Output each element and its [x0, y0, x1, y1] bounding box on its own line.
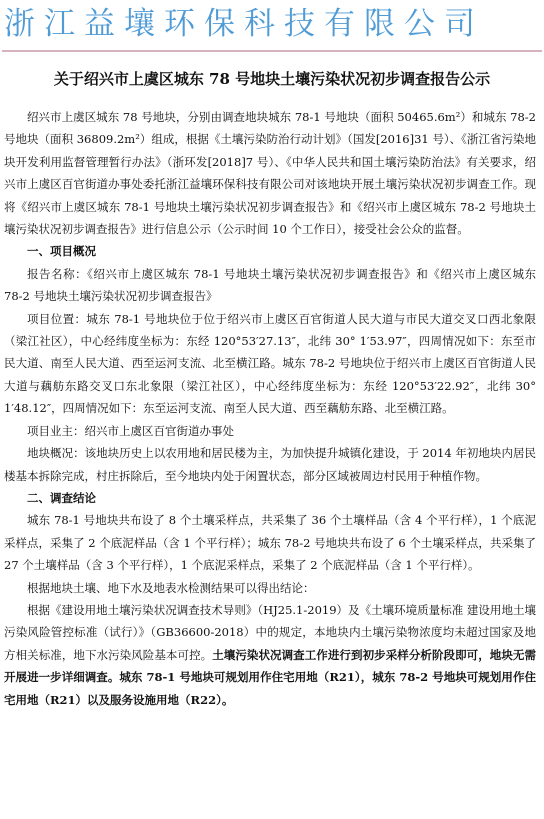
document-body [4, 106, 536, 711]
company-name: 浙江益壤环保科技有限公司 [4, 6, 484, 42]
project-owner-paragraph: 项目业主：绍兴市上虞区百官街道办事处 [27, 423, 234, 438]
report-name-paragraph: 报告名称：《绍兴市上虞区城东 78-1 号地块土壤污染状况初步调查报告》和《绍兴市上虞区城东 78-2 号地块土壤污染状况初步调查报告》 [4, 266, 536, 304]
conclusion-text: 根据《建设用地土壤污染状况调查技术导则》（HJ25.1-2019）及《土壤环境质量标准 建设用地土壤污染风险管控标准（试行）》（GB36600-2018）中的规定，本地块内土壤污染物浓度均未超过国家及地方相关标准，地下水污染风险基本可控。 [4, 602, 536, 662]
conclusion-lead-paragraph: 根据地块土壤、地下水及地表水检测结果可以得出结论： [27, 580, 315, 595]
letterhead [0, 0, 544, 52]
document-title: 关于绍兴市上虞区城东 78 号地块土壤污染状况初步调查报告公示 [53, 70, 491, 88]
section-heading-conclusion: 二、调查结论 [27, 490, 96, 505]
intro-paragraph: 绍兴市上虞区城东 78 号地块，分别由调查地块城东 78-1 号地块（面积 50465.6m²）和城东 78-2 号地块（面积 36809.2m²）组成，根据《土壤污染防治行动计划》（国发[2016]31 号）、《浙江省污染地块开发利用监督管理暂行办法》（浙环发[2018]7 号）、《中华人民共和国土壤污染防治法》有关要求，绍兴市上虞区百官街道办事处委托浙江益壤环保科技有限公司对该地块开展土壤污染状况初步调查工作。现将《绍兴市上虞区城东 78-1 号地块土壤污染状况初步调查报告》和《绍兴市上虞区城东 78-2 号地块土壤污染状况初步调查报告》进行信息公示（公示时间 10 个工作日），接受社会公众的监督。 [4, 110, 536, 237]
project-location-paragraph: 项目位置：城东 78-1 号地块位于位于绍兴市上虞区百官街道人民大道与市民大道交叉口西北象限（梁江社区），中心经纬度坐标为：东经 120°53′27.13″，北纬 30° 1′53.97″，四周情况如下：东至市民大道、南至人民大道、西至运河支流、北至横江路。城东 78-2 号地块位于绍兴市上虞区百官街道人民大道与藕舫东路交叉口东北象限（梁江社区），中心经纬度坐标为：东经 120°53′22.92″，北纬 30° 1′48.12″，四周情况如下：东至运河支流、南至人民大道、西至藕舫东路、北至横江路。 [4, 311, 536, 416]
conclusion-paragraph [4, 599, 536, 711]
sampling-paragraph: 城东 78-1 号地块共布设了 8 个土壤采样点，共采集了 36 个土壤样品（含 4 个平行样），1 个底泥采样点，采集了 2 个底泥样品（含 1 个平行样）；城东 78-2 号地块共布设了 6 个土壤采样点，共采集了 27 个土壤样品（含 3 个平行样），1 个底泥采样点，采集了 2 个底泥样品（含 1 个平行样）。 [4, 513, 536, 573]
letterhead-divider [2, 50, 542, 52]
site-overview-paragraph: 地块概况：该地块历史上以农用地和居民楼为主，为加快提升城镇化建设，于 2014 年初地块内居民楼基本拆除完成，村庄拆除后，至今地块内处于闲置状态，部分区域被周边村民用于种植作物。 [4, 446, 536, 483]
section-heading-overview: 一、项目概况 [27, 244, 96, 259]
conclusion-emphasis: 土壤污染状况调查工作进行到初步采样分析阶段即可，地块无需开展进一步详细调查。城东 78-1 号地块可规划用作住宅用地（R21），城东 78-2 号地块可规划用作住宅用地（R21）以及服务设施用地（R22）。 [4, 647, 536, 707]
